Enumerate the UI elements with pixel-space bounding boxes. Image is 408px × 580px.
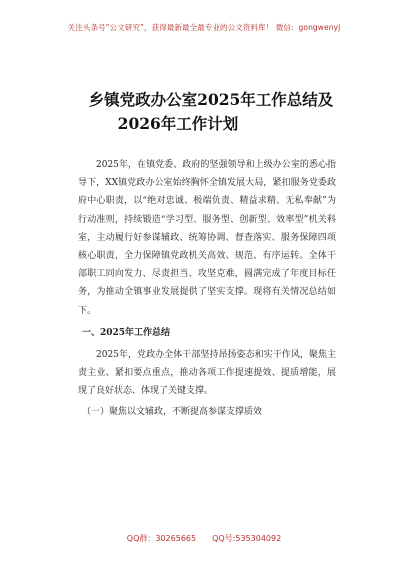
contact-footer xyxy=(0,533,408,544)
section-1-heading: 一、2025年工作总结 xyxy=(82,327,171,338)
title-line-2: 2026年工作计划 xyxy=(117,114,239,133)
subsection-1-heading: （一）聚焦以文辅政，不断提高参谋支撑质效 xyxy=(82,406,263,417)
qq-number-text: QQ号:535304092 xyxy=(212,534,282,543)
section-1-paragraph: 2025年，党政办全体干部坚持昂扬姿态和实干作风，聚焦主责主业、紧扣要点重点，推动各项工作提速提效、提质增能，展现了良好状态、体现了关键支撑。 xyxy=(78,350,336,397)
title-line-1: 乡镇党政办公室2025年工作总结及 xyxy=(88,90,334,109)
promo-banner: 关注头条号“公文研究”，获得最新最全最专业的公文资料库！ 微信：gongwenyj xyxy=(67,23,341,32)
intro-paragraph: 2025年，在镇党委、政府的坚强领导和上级办公室的悉心指导下，XX镇党政办公室始终胸怀全镇发展大局，紧扣服务党委政府中心职责，以“绝对忠诚、极端负责、精益求精、无私奉献”为行动准则，持续锻造“学习型、服务型、创新型、效率型”机关科室，主动履行好参谋辅政、统筹协调、督查落实、服务保障四项核心职责，全力保障镇党政机关高效、规范、有序运转。全体干部职工同向发力、尽责担当、攻坚克难，圆满完成了年度目标任务，为推动全镇事业发展提供了坚实支撑。现将有关情况总结如下。 xyxy=(78,160,336,316)
document-title xyxy=(0,88,408,136)
qq-group-text: QQ群：30265665 xyxy=(126,534,197,543)
document-body xyxy=(78,156,336,421)
